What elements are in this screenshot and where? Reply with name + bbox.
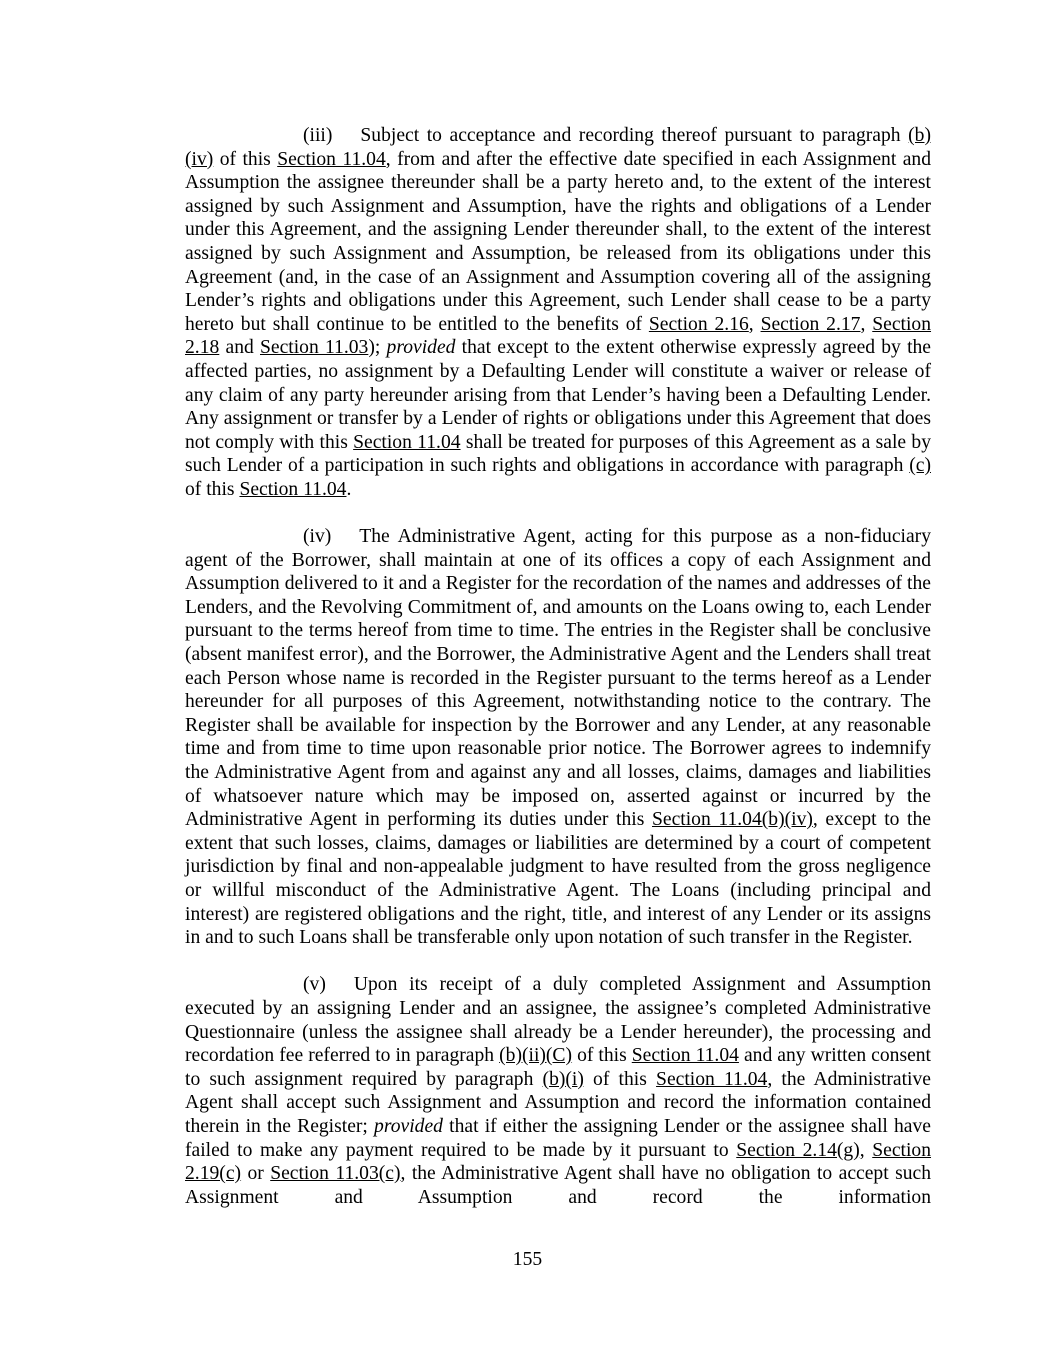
paragraph-marker: (iii) xyxy=(303,125,333,146)
text-run: , xyxy=(748,313,761,335)
text-run: of this xyxy=(213,148,278,170)
section-reference: Section 2.17 xyxy=(760,313,861,335)
text-run: of this xyxy=(185,478,240,500)
text-run: , xyxy=(860,313,873,335)
section-reference: Section 11.04 xyxy=(656,1068,768,1090)
section-reference: Section 2.19(c) xyxy=(185,1139,932,1185)
section-reference: (b)(i) xyxy=(542,1068,584,1090)
page-number: 155 xyxy=(512,1249,543,1270)
text-run: shall be treated for purposes of this Agreement as a sale by such Lender of a participation in such rights and obligations in accordance with paragraph xyxy=(185,431,931,477)
text-run: . xyxy=(346,478,352,500)
italic-term: provided xyxy=(374,1115,443,1137)
section-reference: (c) xyxy=(909,455,931,477)
section-reference: Section 11.03 xyxy=(260,337,369,359)
text-run: that if either the assigning Lender or the assignee shall have failed to make any payment required to be made by it pursuant to xyxy=(185,1115,931,1161)
section-reference: Section 2.14(g) xyxy=(736,1139,860,1161)
text-run: , the Administrative Agent shall have no obligation to accept such Assignment and Assumption and record the information xyxy=(185,1163,931,1208)
section-reference: (b)(ii)(C) xyxy=(499,1045,573,1067)
text-run: of this xyxy=(572,1045,632,1067)
document-body xyxy=(185,124,931,1233)
italic-term: provided xyxy=(386,337,456,359)
section-reference: Section 11.04 xyxy=(239,478,347,500)
paragraph-marker: (iv) xyxy=(303,526,332,548)
section-reference: Section 11.04 xyxy=(353,431,461,453)
paragraph-marker: (v) xyxy=(303,974,326,996)
section-reference: Section 11.03(c) xyxy=(270,1163,401,1185)
paragraph-b-v xyxy=(185,973,931,1209)
section-reference: Section 2.18 xyxy=(185,313,932,359)
section-reference: Section 11.04 xyxy=(277,148,386,170)
text-run: The Administrative Agent, acting for this purpose as a non-fiduciary agent of the Borrower, shall maintain at one of its offices a copy of each Assignment and Assumption delivered to it and a Register for the recordation of the names and addresses of the Lenders, and the Revolving Commitment of, and amounts on the Loans owing to, each Lender pursuant to the terms hereof from time to time. The entries in the Register shall be conclusive (absent manifest error), and the Borrower, the Administrative Agent and the Lenders shall treat each Person whose name is recorded in the Register pursuant to the terms hereof as a Lender hereunder for all purposes of this Agreement, notwithstanding notice to the contrary. The Register shall be available for inspection by the Borrower and any Lender, at any reasonable time and from time to time upon reasonable prior notice. The Borrower agrees to indemnify the Administrative Agent from and against any and all losses, claims, damages and liabilities of whatsoever nature which may be imposed on, asserted against or incurred by the Administrative Agent in performing its duties under this xyxy=(185,526,931,831)
text-run: ); xyxy=(368,337,387,359)
text-run: and any written consent to such assignment required by paragraph xyxy=(185,1045,932,1090)
text-run: or xyxy=(241,1163,271,1185)
text-run: that except to the extent otherwise expressly agreed by the affected parties, no assignment by a Defaulting Lender will constitute a waiver or release of any claim of any party hereunder arising from that Lender’s having been a Defaulting Lender. Any assignment or transfer by a Lender of rights or obligations under this Agreement that does not comply with this xyxy=(185,337,932,453)
text-run: , from and after the effective date specified in each Assignment and Assumption the assignee thereunder shall be a party hereto and, to the extent of the interest assigned by such Assignment and Assumption, have the rights and obligations of a Lender under this Agreement, and the assigning Lender thereunder shall, to the extent of the interest assigned by such Assignment and Assumption, be released from its obligations under this Agreement (and, in the case of an Assignment and Assumption covering all of the assigning Lender’s rights and obligations under this Agreement, such Lender shall cease to be a party hereto but shall continue to be entitled to the benefits of xyxy=(185,148,931,335)
text-run: , except to the extent that such losses, claims, damages or liabilities are determined by a court of competent jurisdiction by final and non-appealable judgment to have resulted from the gross negligence or willful misconduct of the Administrative Agent. The Loans (including principal and interest) are registered obligations and the right, title, and interest of any Lender or its assigns in and to such Loans shall be transferable only upon notation of such transfer in the Register. xyxy=(185,809,931,949)
text-run: and xyxy=(219,337,260,359)
section-reference: Section 11.04(b)(iv) xyxy=(652,809,813,831)
text-run: Upon its receipt of a duly completed Assignment and Assumption executed by an assigning Lender and an assignee, the assignee’s completed Administrative Questionnaire (unless the assignee shall already be a Lender hereunder), the processing and recordation fee referred to in paragraph xyxy=(185,974,931,1067)
section-reference: (b)(iv) xyxy=(185,125,931,170)
section-reference: Section 2.16 xyxy=(648,313,749,335)
paragraph-b-iii xyxy=(185,124,931,502)
text-run: , the Administrative Agent shall accept such Assignment and Assumption and record the information contained therein in the Register; xyxy=(185,1068,931,1137)
text-run: of this xyxy=(583,1068,657,1090)
paragraph-b-iv xyxy=(185,525,931,950)
text-run: Subject to acceptance and recording thereof pursuant to paragraph xyxy=(360,125,909,146)
text-run: , xyxy=(859,1139,873,1161)
section-reference: Section 11.04 xyxy=(631,1045,739,1067)
